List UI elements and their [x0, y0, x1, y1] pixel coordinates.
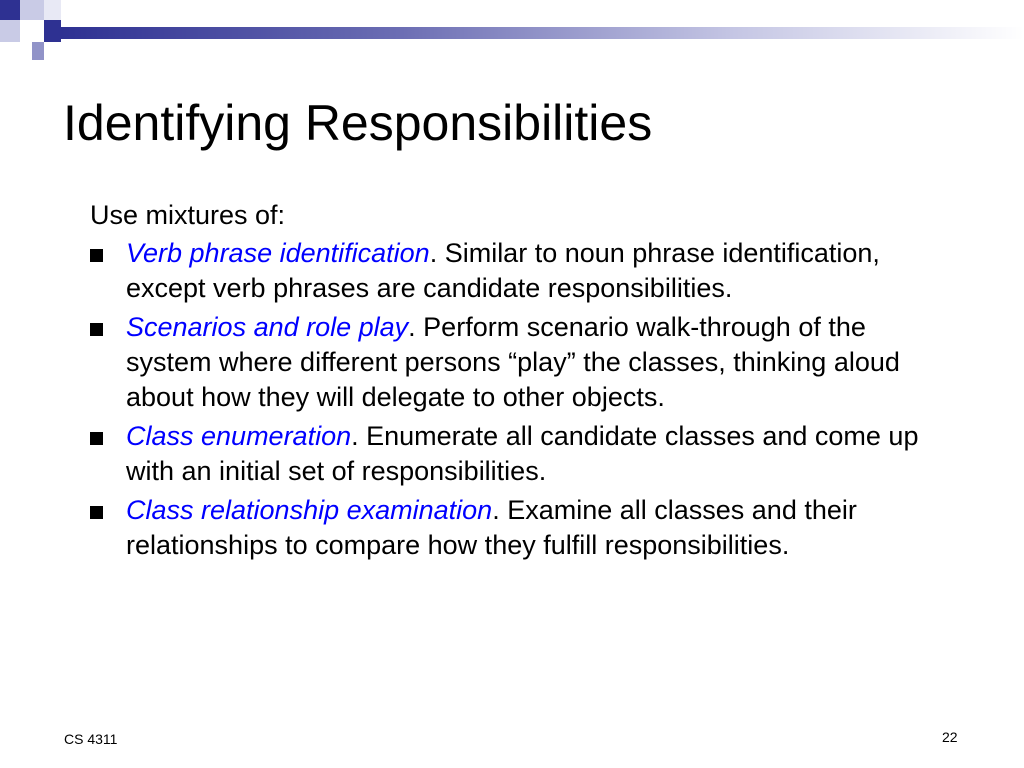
bullet-term: Scenarios and role play — [126, 312, 409, 342]
bullet-item — [90, 493, 936, 563]
square-bullet-icon — [90, 323, 103, 336]
bullet-term: Class enumeration — [126, 421, 352, 451]
intro-text: Use mixtures of: — [90, 200, 286, 230]
bullet-text: . Enumerate all candidate classes and come up with an initial set of responsibilities. — [126, 421, 919, 486]
square-bullet-icon — [90, 506, 103, 519]
footer-course: CS 4311 — [64, 731, 118, 747]
decorative-square — [20, 20, 44, 42]
decorative-square — [0, 0, 20, 20]
slide-body — [90, 198, 950, 567]
decorative-square — [44, 20, 61, 42]
bullet-text: . Perform scenario walk-through of the system where different persons “play” the classes, thinking aloud about how they will delegate to other objects. — [126, 312, 900, 412]
slide-title: Identifying Responsibilities — [63, 95, 653, 151]
square-bullet-icon — [90, 432, 103, 445]
square-bullet-icon — [90, 249, 103, 262]
page-number: 22 — [942, 729, 958, 745]
bullet-term: Verb phrase identification — [126, 238, 430, 268]
decorative-square — [0, 20, 20, 42]
bullet-item — [90, 419, 936, 489]
bullet-item — [90, 236, 936, 306]
decorative-square — [20, 0, 44, 20]
bullet-list — [90, 236, 950, 563]
decorative-square — [32, 42, 44, 60]
bullet-text: . Examine all classes and their relationships to compare how they fulfill responsibilities. — [126, 495, 857, 560]
header-gradient-bar — [61, 27, 1024, 39]
bullet-item — [90, 310, 936, 415]
bullet-term: Class relationship examination — [126, 495, 493, 525]
bullet-text: . Similar to noun phrase identification, except verb phrases are candidate responsibilities. — [126, 238, 880, 303]
decorative-square — [44, 0, 61, 20]
